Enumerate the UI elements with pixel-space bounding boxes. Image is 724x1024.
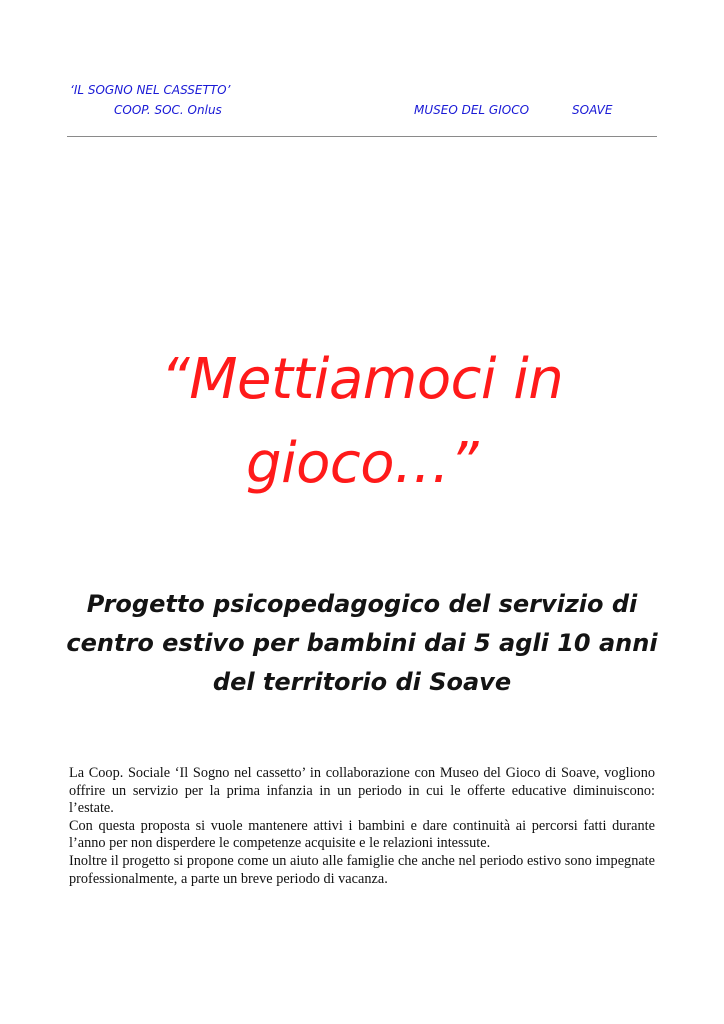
document-subtitle xyxy=(60,585,664,702)
header-org-type: COOP. SOC. Onlus xyxy=(114,103,222,117)
document-title xyxy=(60,338,664,506)
header-divider xyxy=(67,136,657,137)
body-paragraph-3: Inoltre il progetto si propone come un aiuto alle famiglie che anche nel periodo estivo sono impegnate professionalmente, a parte un breve periodo di vacanza. xyxy=(69,852,655,887)
body-text xyxy=(69,765,655,888)
subtitle-line-1: Progetto psicopedagogico del servizio di xyxy=(86,590,638,618)
subtitle-line-3: del territorio di Soave xyxy=(212,668,512,696)
subtitle-line-2: centro estivo per bambini dai 5 agli 10 anni xyxy=(66,629,658,657)
header-city: SOAVE xyxy=(572,103,613,117)
header-museum: MUSEO DEL GIOCO xyxy=(414,103,530,117)
header-org-name: ‘IL SOGNO NEL CASSETTO’ xyxy=(70,83,231,97)
title-line-2: gioco…” xyxy=(246,431,478,496)
title-line-1: “Mettiamoci in xyxy=(160,347,564,412)
body-paragraph-2: Con questa proposta si vuole mantenere attivi i bambini e dare continuità ai percorsi fatti durante l’anno per non disperdere le competenze acquisite e le relazioni intessute. xyxy=(69,817,655,852)
body-paragraph-1: La Coop. Sociale ‘Il Sogno nel cassetto’ in collaborazione con Museo del Gioco di Soave, vogliono offrire un servizio per la prima infanzia in un periodo in cui le offerte educative diminuiscono: l’estate. xyxy=(69,765,655,817)
